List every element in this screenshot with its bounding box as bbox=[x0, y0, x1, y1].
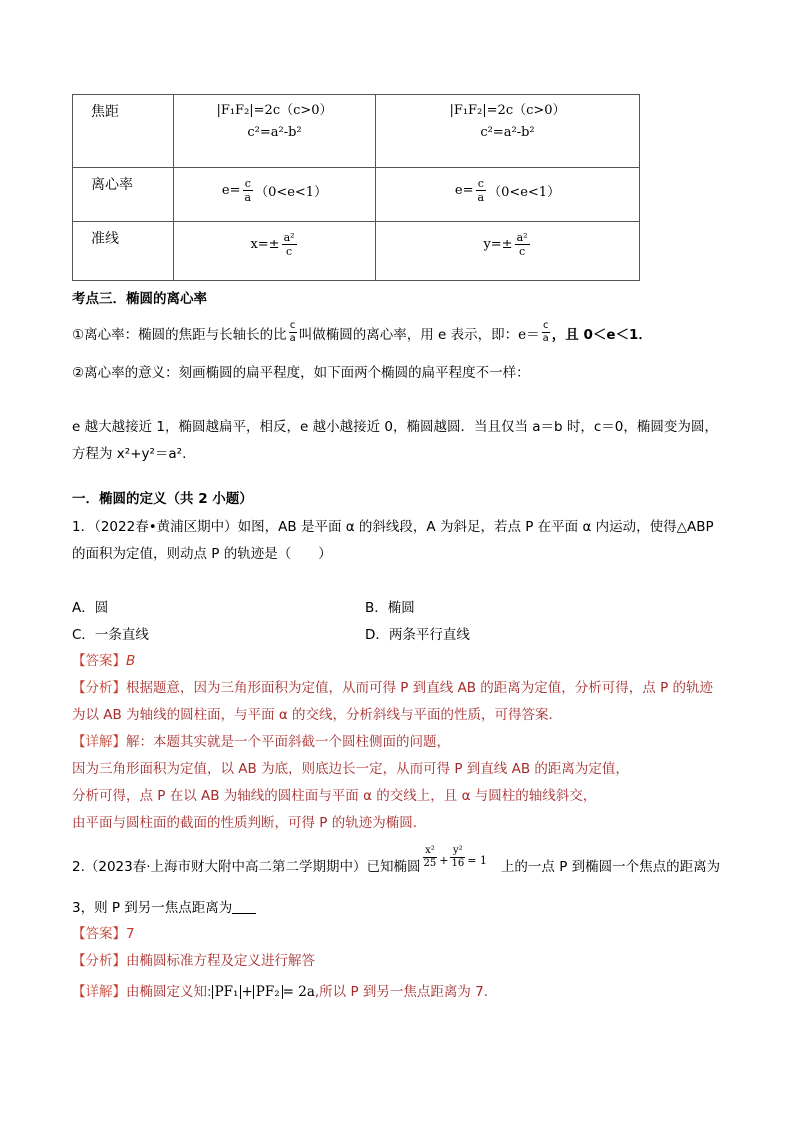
q1-stem-line2: 的面积为定值，则动点 P 的轨迹是（ ） bbox=[72, 546, 332, 562]
eq-lhs: e= bbox=[221, 183, 241, 198]
q1-analysis-line1 bbox=[72, 675, 732, 702]
fraction-denominator: 25 bbox=[423, 857, 437, 869]
fraction-numerator: c bbox=[542, 319, 549, 331]
x-fraction bbox=[423, 845, 438, 870]
table-row-eccentricity bbox=[73, 168, 640, 222]
fraction-numerator: a² bbox=[283, 231, 295, 244]
cell-horizontal bbox=[174, 222, 376, 281]
answer-tag: 【答案】 bbox=[72, 926, 126, 942]
eq-lhs: e＝ bbox=[518, 327, 540, 343]
q1-option-d: D．两条平行直线 bbox=[365, 627, 470, 643]
answer-value: 7 bbox=[126, 926, 135, 942]
fraction-denominator: a bbox=[289, 332, 296, 344]
q1-detail-line4: 由平面与圆柱面的截面的性质判断，可得 P 的轨迹为椭圆. bbox=[72, 815, 418, 831]
analysis-text: 由椭圆标准方程及定义进行解答 bbox=[126, 953, 315, 969]
focal-sum-formula bbox=[212, 984, 315, 1000]
q2-stem-line2 bbox=[72, 895, 732, 922]
abs-pf2: PF₂ bbox=[253, 985, 283, 999]
detail-tag: 【详解】 bbox=[72, 734, 126, 750]
eq-lhs: e= bbox=[454, 183, 474, 198]
q1-answer bbox=[72, 648, 732, 675]
fraction bbox=[282, 231, 297, 258]
q1-detail-line2: 因为三角形面积为定值，以 AB 为底，则底边长一定，从而可得 P 到直线 AB 的距离为定值， bbox=[72, 761, 629, 777]
row-label: 准线 bbox=[73, 222, 174, 281]
detail-text-a: 由椭圆定义知: bbox=[126, 984, 212, 1000]
q2-answer bbox=[72, 921, 732, 948]
formula-plus: + bbox=[241, 984, 253, 1000]
q1-analysis-line2: 为以 AB 为轴线的圆柱面，与平面 α 的交线，分析斜线与平面的性质，可得答案． bbox=[72, 707, 563, 723]
detail-tag: 【详解】 bbox=[72, 984, 126, 1000]
focal-formula: |F₁F₂|=2c（c>0） bbox=[216, 103, 333, 118]
q1-detail-line1 bbox=[72, 729, 732, 756]
def-text-a: ①离心率：椭圆的焦距与长轴长的比 bbox=[72, 327, 287, 343]
cell-horizontal bbox=[174, 168, 376, 222]
e-fraction bbox=[542, 320, 550, 345]
q1-option-c: C．一条直线 bbox=[72, 627, 149, 643]
q2-stem-a: 2.（2023春·上海市财大附中高二第二学期期中）已知椭圆 bbox=[72, 859, 421, 875]
fraction bbox=[476, 177, 487, 204]
fraction bbox=[515, 231, 530, 258]
row-label: 焦距 bbox=[73, 95, 174, 168]
fraction-numerator: c bbox=[243, 177, 254, 191]
q1-stem-line1: 1．（2022春•黄浦区期中）如图，AB 是平面 α 的斜线段，A 为斜足，若点 P 在平面 α 内运动，使得△ABP bbox=[72, 519, 714, 535]
cell-vertical bbox=[376, 168, 640, 222]
abs-pf1: PF₁ bbox=[212, 985, 242, 999]
formula-eq: = 2a bbox=[282, 984, 315, 1000]
eq-lhs: x=± bbox=[250, 237, 280, 252]
fraction-denominator: a bbox=[244, 191, 252, 204]
c-squared-formula: c²=a²-b² bbox=[480, 125, 535, 140]
eq-rhs: （0<e<1） bbox=[255, 185, 328, 200]
analysis-tag: 【分析】 bbox=[72, 953, 126, 969]
fraction-numerator: y² bbox=[450, 845, 465, 858]
cell-vertical bbox=[376, 95, 640, 168]
eccentricity-definition bbox=[72, 319, 732, 349]
detail-text: 解：本题其实就是一个平面斜截一个圆柱侧面的问题， bbox=[126, 734, 450, 750]
section-title: 考点三．椭圆的离心率 bbox=[72, 291, 207, 307]
part-heading: 一．椭圆的定义（共 2 小题） bbox=[72, 491, 253, 507]
eccentricity-meaning: ②离心率的意义：刻画椭圆的扁平程度，如下面两个椭圆的扁平程度不一样： bbox=[72, 365, 530, 381]
q2-stem-b: 上的一点 P 到椭圆一个焦点的距离为 bbox=[500, 859, 721, 875]
answer-blank bbox=[232, 899, 256, 914]
eq-rhs: = 1 bbox=[467, 853, 487, 867]
q1-option-b: B．椭圆 bbox=[365, 600, 415, 616]
fraction-numerator: c bbox=[289, 319, 296, 331]
eq-rhs: （0<e<1） bbox=[488, 185, 561, 200]
q1-detail-line3: 分析可得，点 P 在以 AB 为轴线的圆柱面与平面 α 的交线上，且 α 与圆柱的轴线斜交， bbox=[72, 788, 597, 804]
fraction-numerator: x² bbox=[423, 845, 438, 858]
q2-detail bbox=[72, 979, 732, 1006]
fraction-denominator: c bbox=[518, 245, 526, 258]
analysis-tag: 【分析】 bbox=[72, 680, 126, 696]
fraction-numerator: a² bbox=[516, 231, 528, 244]
answer-value: B bbox=[126, 653, 136, 669]
eq-lhs: y=± bbox=[483, 237, 513, 252]
q2-stem-c: 3，则 P 到另一焦点距离为 bbox=[72, 900, 233, 916]
cell-horizontal bbox=[174, 95, 376, 168]
q2-stem-line1 bbox=[72, 844, 732, 881]
ellipse-properties-table bbox=[72, 94, 640, 281]
fraction-denominator: 16 bbox=[451, 857, 465, 869]
eccentricity-paragraph-line1: e 越大越接近 1，椭圆越扁平，相反，e 越小越接近 0，椭圆越圆．当且仅当 a＝b 时，c＝0，椭圆变为圆， bbox=[72, 419, 718, 435]
q2-analysis bbox=[72, 948, 732, 975]
analysis-text: 根据题意，因为三角形面积为定值，从而可得 P 到直线 AB 的距离为定值，分析可得，点 P 的轨迹 bbox=[126, 680, 714, 696]
fraction-numerator: c bbox=[476, 177, 487, 191]
def-text-c: ，且 0＜e＜1． bbox=[551, 327, 652, 343]
fraction-denominator: a bbox=[542, 332, 549, 344]
fraction-denominator: c bbox=[285, 245, 293, 258]
answer-tag: 【答案】 bbox=[72, 653, 126, 669]
row-label: 离心率 bbox=[73, 168, 174, 222]
y-fraction bbox=[450, 845, 465, 870]
q1-option-a: A．圆 bbox=[72, 600, 109, 616]
ratio-fraction bbox=[289, 320, 297, 345]
def-text-b: 叫做椭圆的离心率，用 e 表示，即： bbox=[298, 327, 519, 343]
ellipse-equation bbox=[421, 844, 487, 874]
table-row-directrix bbox=[73, 222, 640, 281]
fraction bbox=[243, 177, 254, 204]
focal-formula: |F₁F₂|=2c（c>0） bbox=[449, 103, 566, 118]
detail-text-b: ,所以 P 到另一焦点距离为 7. bbox=[314, 984, 489, 1000]
eq-plus: + bbox=[439, 853, 449, 867]
cell-vertical bbox=[376, 222, 640, 281]
table-row-focal-distance bbox=[73, 95, 640, 168]
fraction-denominator: a bbox=[477, 191, 485, 204]
c-squared-formula: c²=a²-b² bbox=[247, 125, 302, 140]
eccentricity-paragraph-line2: 方程为 x²+y²＝a². bbox=[72, 446, 187, 462]
